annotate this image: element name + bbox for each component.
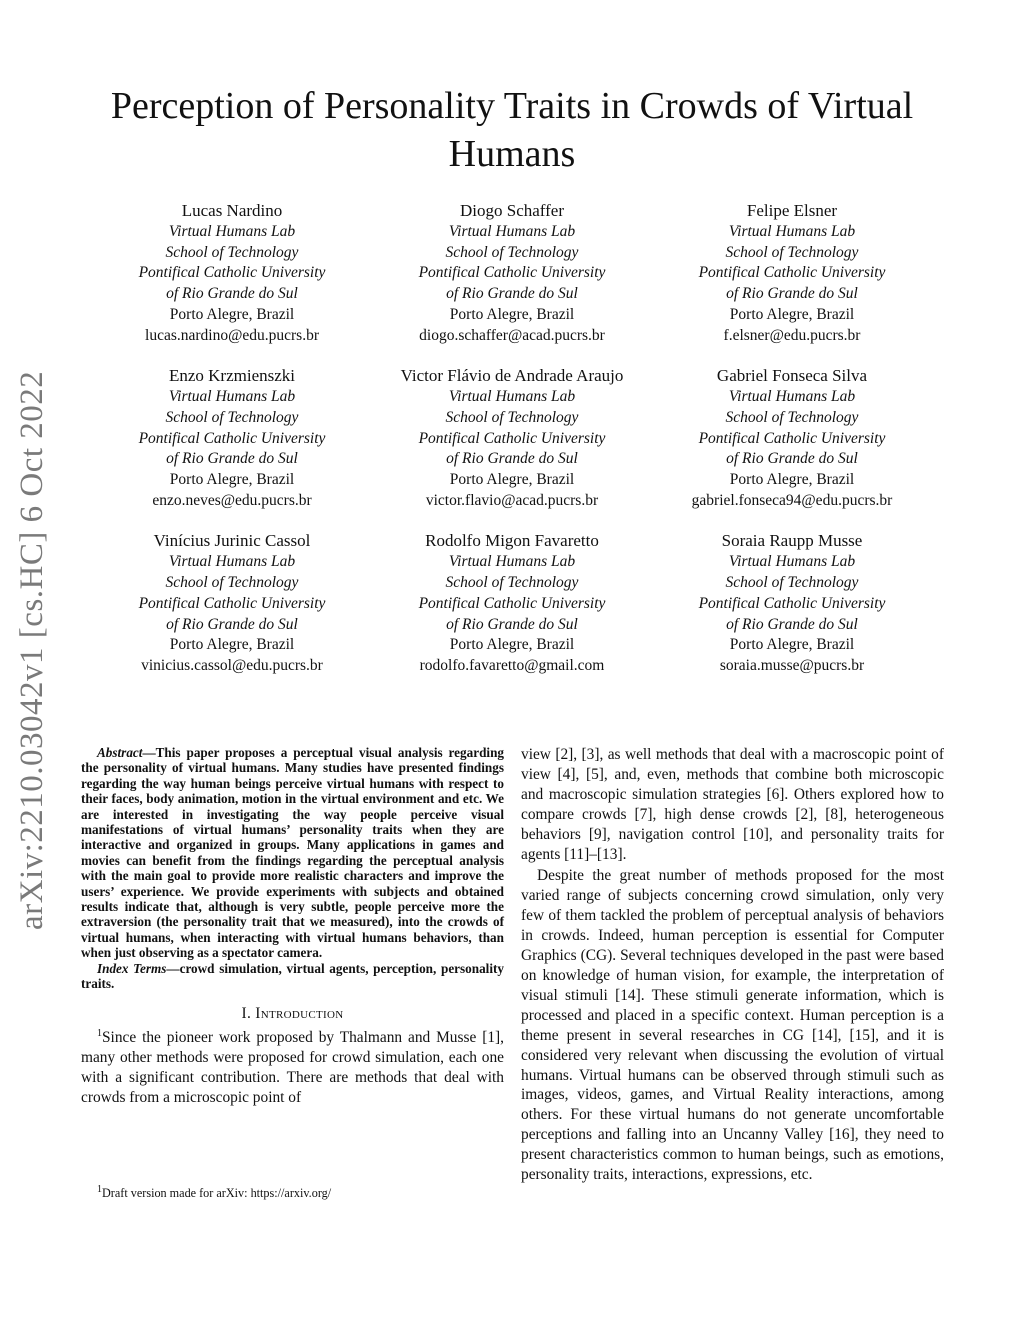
author-city: Porto Alegre, Brazil — [449, 305, 575, 323]
author-name: Vinícius Jurinic Cassol — [153, 531, 311, 551]
author-email: f.elsner@edu.pucrs.br — [723, 326, 861, 344]
author-city: Porto Alegre, Brazil — [729, 636, 855, 654]
author-name: Felipe Elsner — [746, 201, 838, 220]
author-name: Enzo Krzmienszki — [168, 366, 296, 386]
author-email: rodolfo.favaretto@gmail.com — [419, 656, 605, 674]
author-name: Rodolfo Migon Favaretto — [425, 531, 599, 551]
author-university-location: of Rio Grande do Sul — [726, 615, 858, 633]
abstract-lead: Abstract — [97, 745, 143, 760]
left-column — [81, 745, 504, 1108]
abstract — [81, 745, 504, 961]
author-city: Porto Alegre, Brazil — [169, 636, 295, 654]
section-number: I. — [241, 1004, 256, 1022]
section-heading-introduction — [81, 1004, 504, 1024]
author-university: Pontifical Catholic University — [138, 429, 326, 447]
footnote-number: 1 — [97, 1183, 102, 1195]
author-university-location: of Rio Grande do Sul — [166, 450, 298, 468]
author-lab: Virtual Humans Lab — [728, 388, 856, 406]
index-terms-text: —crowd simulation, virtual agents, perception, personality traits. — [81, 960, 504, 992]
author-university-location: of Rio Grande do Sul — [726, 285, 858, 303]
author-block — [92, 200, 372, 346]
author-lab: Virtual Humans Lab — [168, 553, 296, 571]
author-email: lucas.nardino@edu.pucrs.br — [145, 326, 319, 344]
author-school: School of Technology — [445, 408, 579, 426]
author-name: Gabriel Fonseca Silva — [716, 366, 868, 386]
author-university-location: of Rio Grande do Sul — [166, 615, 298, 633]
author-school: School of Technology — [445, 243, 579, 261]
author-school: School of Technology — [725, 574, 859, 592]
author-university-location: of Rio Grande do Sul — [446, 450, 578, 468]
author-block — [372, 365, 652, 511]
author-university: Pontifical Catholic University — [698, 429, 886, 447]
author-school: School of Technology — [165, 408, 299, 426]
author-lab: Virtual Humans Lab — [448, 388, 576, 406]
author-lab: Virtual Humans Lab — [728, 553, 856, 571]
author-university: Pontifical Catholic University — [698, 264, 886, 282]
index-terms — [81, 961, 504, 992]
author-name: Soraia Raupp Musse — [721, 531, 863, 551]
author-lab: Virtual Humans Lab — [448, 553, 576, 571]
author-email: vinicius.cassol@edu.pucrs.br — [141, 656, 323, 674]
footnote-marker: 1 — [97, 1028, 102, 1040]
author-grid — [92, 200, 932, 677]
author-university: Pontifical Catholic University — [418, 264, 606, 282]
author-lab: Virtual Humans Lab — [168, 388, 296, 406]
author-email: enzo.neves@edu.pucrs.br — [152, 491, 312, 509]
author-city: Porto Alegre, Brazil — [449, 636, 575, 654]
author-block — [652, 365, 932, 511]
author-block — [92, 365, 372, 511]
author-university: Pontifical Catholic University — [418, 429, 606, 447]
author-city: Porto Alegre, Brazil — [449, 471, 575, 489]
author-university-location: of Rio Grande do Sul — [446, 615, 578, 633]
author-school: School of Technology — [725, 243, 859, 261]
author-university: Pontifical Catholic University — [138, 264, 326, 282]
index-terms-lead: Index Terms — [97, 960, 167, 976]
intro-paragraph-1 — [81, 1028, 504, 1108]
author-block — [372, 530, 652, 676]
author-email: diogo.schaffer@acad.pucrs.br — [419, 326, 605, 344]
author-university-location: of Rio Grande do Sul — [446, 285, 578, 303]
footnote-text: Draft version made for arXiv: https://arxiv.org/ — [102, 1186, 332, 1200]
author-university-location: of Rio Grande do Sul — [726, 450, 858, 468]
author-city: Porto Alegre, Brazil — [729, 471, 855, 489]
author-university: Pontifical Catholic University — [138, 594, 326, 612]
author-university-location: of Rio Grande do Sul — [166, 285, 298, 303]
footnote — [81, 1183, 504, 1201]
author-name: Victor Flávio de Andrade Araujo — [400, 366, 624, 386]
author-lab: Virtual Humans Lab — [168, 223, 296, 240]
author-name: Diogo Schaffer — [459, 201, 565, 220]
paper-title: Perception of Personality Traits in Crowds of Virtual Humans — [110, 85, 914, 175]
author-email: gabriel.fonseca94@edu.pucrs.br — [691, 491, 893, 509]
author-school: School of Technology — [725, 408, 859, 426]
author-lab: Virtual Humans Lab — [448, 223, 576, 240]
right-column — [521, 745, 944, 1185]
author-block — [372, 200, 652, 346]
author-block — [652, 530, 932, 676]
author-university: Pontifical Catholic University — [698, 594, 886, 612]
author-lab: Virtual Humans Lab — [728, 223, 856, 240]
author-email: victor.flavio@acad.pucrs.br — [425, 491, 599, 509]
author-university: Pontifical Catholic University — [418, 594, 606, 612]
arxiv-identifier: arXiv:2210.03042v1 [cs.HC] 6 Oct 2022 — [14, 370, 50, 930]
author-city: Porto Alegre, Brazil — [169, 471, 295, 489]
author-city: Porto Alegre, Brazil — [729, 305, 855, 323]
author-city: Porto Alegre, Brazil — [169, 305, 295, 323]
intro-paragraph-2: Despite the great number of methods proposed for the most varied range of subjects concerning crowd simulation, only very few of them tackled the problem of perceptual analysis of behaviors in crowds. Indeed, human perception is essential for Computer Graphics (CG). Several techniques developed in the past were based on knowledge of human vision, for example, the interpretation of visual stimuli [14]. These stimuli generate information, which is processed and placed in a specific context. Human perception is a theme present in several researches in CG [14], [15], and it is considered very relevant when discussing the evolution of virtual humans. Virtual humans can be observed through stimuli such as images, videos, games, and Virtual Reality interactions, among others. For these virtual humans do not generate uncomfortable perceptions and falling into an Uncanny Valley [16], they need to present characteristics common to human beings, such as emotions, personality traits, interactions, expressions, etc. — [521, 867, 944, 1184]
intro-paragraph-1-text: Since the pioneer work proposed by Thalmann and Musse [1], many other methods were proposed for crowd simulation, each one with a significant contribution. There are methods that deal with crowds from a microscopic point of — [81, 1029, 504, 1107]
section-title: Introduction — [255, 1004, 344, 1022]
author-name: Lucas Nardino — [181, 201, 283, 220]
author-block — [92, 530, 372, 676]
intro-paragraph-continued: view [2], [3], as well methods that deal with a macroscopic point of view [4], [5], and, even, methods that combine both microscopic and macroscopic simulation strategies [6]. Others explored how to compare crowds [7], high dense crowds [2], [8], heterogeneous behaviors [9], navigation control [10], and personality traits for agents [11]–[13]. — [521, 746, 944, 863]
author-email: soraia.musse@pucrs.br — [719, 656, 865, 674]
author-school: School of Technology — [445, 574, 579, 592]
author-school: School of Technology — [165, 243, 299, 261]
author-block — [652, 200, 932, 346]
abstract-text: —This paper proposes a perceptual visual analysis regarding the personality of virtual humans. Many studies have presented findings regarding the way human beings perceive virtual humans with respect to their faces, body animation, motion in the virtual environment and etc. We are interested in investigating the way people perceive visual manifestations of virtual humans’ personality traits when they are interactive and organized in groups. Many applications in games and movies can benefit from the findings regarding the perceptual analysis with the main goal to provide more realistic characters and improve the users’ experience. We provide experiments with subjects and obtained results indicate that, although is very subtle, people perceive more the extraversion (the personality trait that we measured), into the crowds of virtual humans, when interacting with virtual humans behaviors, than when just observing as a spectator camera. — [81, 745, 504, 961]
author-school: School of Technology — [165, 574, 299, 592]
